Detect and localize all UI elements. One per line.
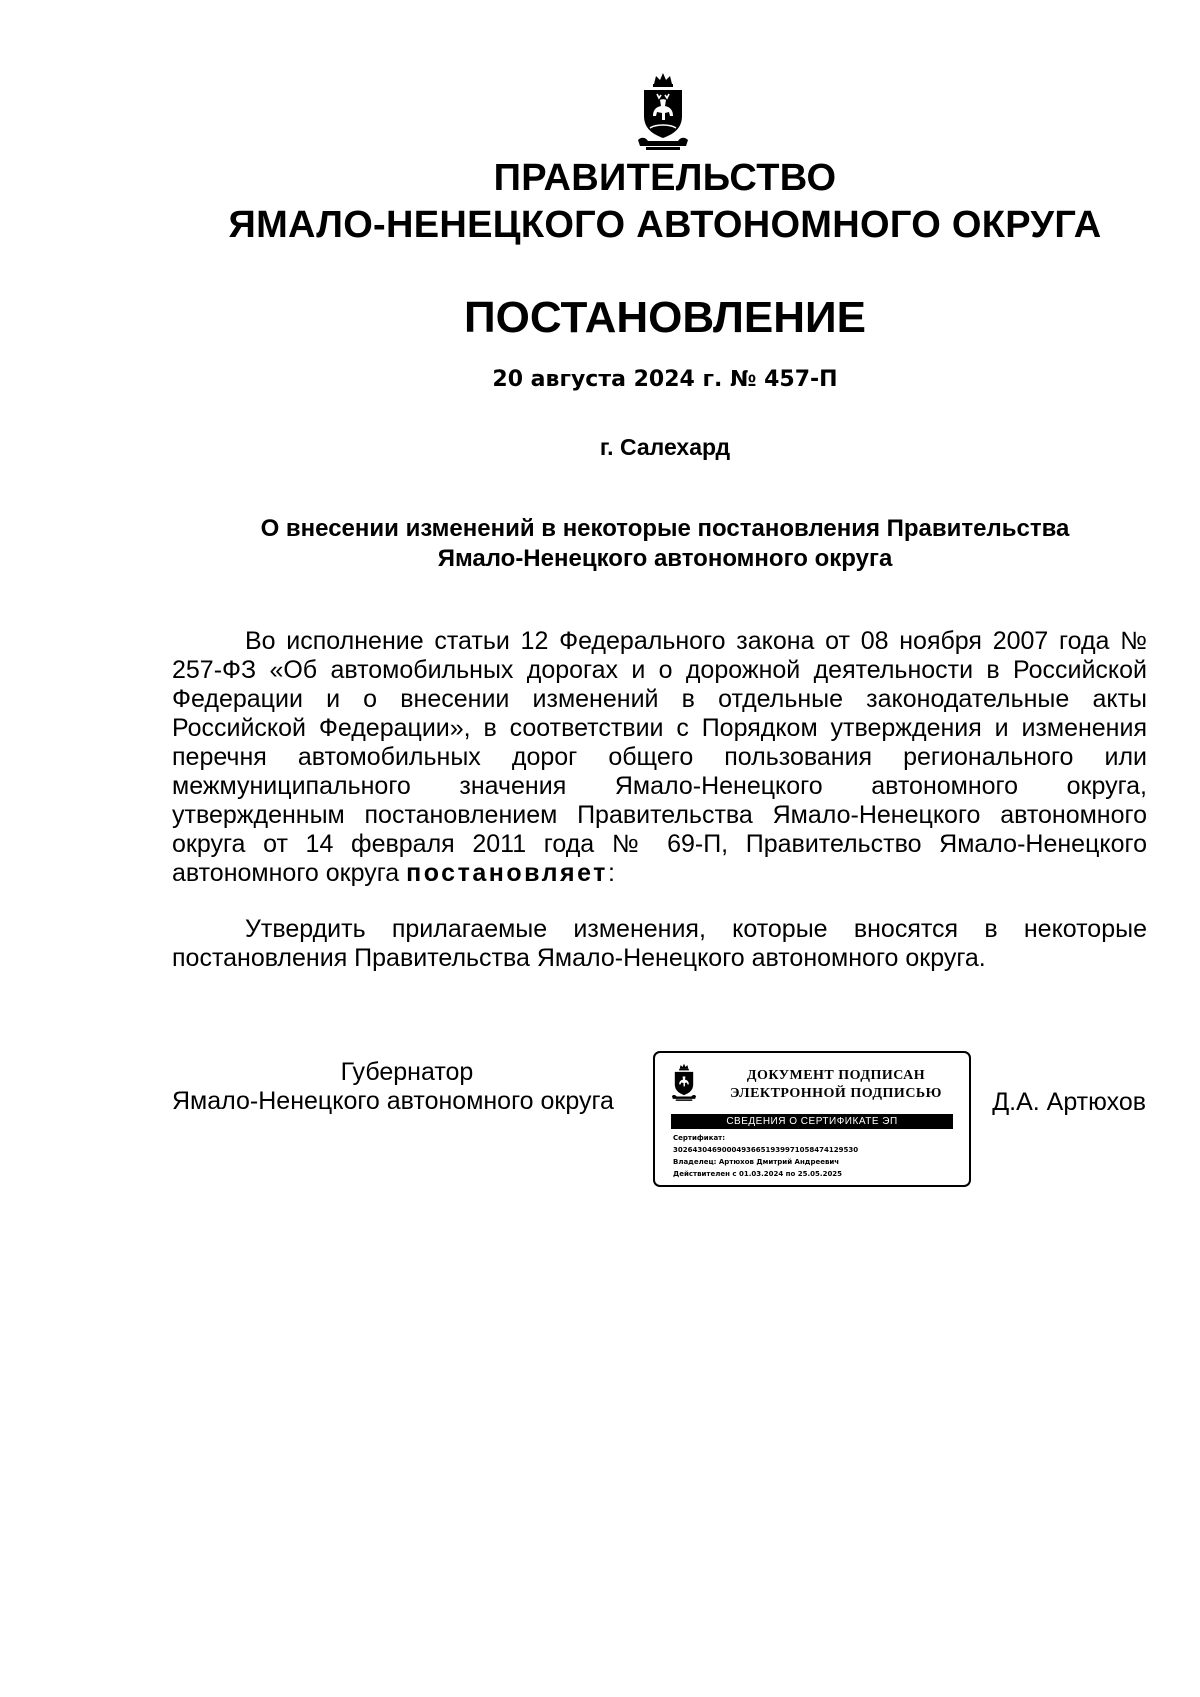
paragraph-1-text: Во исполнение статьи 12 Федерального закона от 08 ноября 2007 года № 257-ФЗ «Об автомобильных дорогах и о дорожной деятельности в Российской Федерации и о внесении изменений в отдельные законодательные акты Российской Федерации», в соответствии с Порядком утверждения и изменения перечня автомобильных дорог общего пользования регионального или межмуниципального значения Ямало-Ненецкого автономного округа, утвержденным постановлением Правительства Ямало-Ненецкого автономного округа от 14 февраля 2011 года № 69-П, Правительство Ямало-Ненецкого автономного округа <box>172 627 1147 887</box>
yamal-coat-of-arms-icon <box>632 70 694 152</box>
stamp-certificate-bar: СВЕДЕНИЯ О СЕРТИФИКАТЕ ЭП <box>671 1114 953 1129</box>
government-title-line-1: ПРАВИТЕЛЬСТВО <box>493 157 837 199</box>
signatory-role-line-1: Губернатор <box>340 1058 474 1086</box>
stamp-validity: Действителен с 01.03.2024 по 25.05.2025 <box>673 1170 843 1178</box>
signatory-role-line-2: Ямало-Ненецкого автономного округа <box>172 1087 614 1115</box>
yamal-coat-of-arms-icon <box>669 1061 699 1103</box>
body-paragraph-1 <box>172 627 1147 888</box>
subject-line-1: О внесении изменений в некоторые постановления Правительства <box>260 515 1070 542</box>
signatory-role <box>172 1058 642 1116</box>
signer-name: Д.А. Артюхов <box>992 1088 1146 1116</box>
document-city: г. Салехард <box>599 434 731 460</box>
document-subject <box>200 514 1130 574</box>
government-title-line-2: ЯМАЛО-НЕНЕЦКОГО АВТОНОМНОГО ОКРУГА <box>228 204 1102 246</box>
stamp-certificate-number: 30264304690004936651939971058474129530 <box>673 1146 859 1154</box>
decree-word: постановляет <box>406 859 608 887</box>
body-paragraph-2: Утвердить прилагаемые изменения, которые вносятся в некоторые постановления Правительства Ямало-Ненецкого автономного округа. <box>172 915 1147 972</box>
stamp-heading-line-2: ЭЛЕКТРОННОЙ ПОДПИСЬЮ <box>730 1086 942 1101</box>
document-type-heading: ПОСТАНОВЛЕНИЕ <box>463 293 867 342</box>
electronic-signature-stamp <box>653 1051 971 1187</box>
stamp-certificate-label: Сертификат: <box>673 1134 726 1142</box>
stamp-heading-line-1: ДОКУМЕНТ ПОДПИСАН <box>746 1068 926 1083</box>
subject-line-2: Ямало-Ненецкого автономного округа <box>437 545 893 572</box>
document-date-number: 20 августа 2024 г. № 457-П <box>492 367 838 392</box>
decree-punct: : <box>607 859 615 887</box>
stamp-owner: Владелец: Артюхов Дмитрий Андреевич <box>673 1158 840 1166</box>
